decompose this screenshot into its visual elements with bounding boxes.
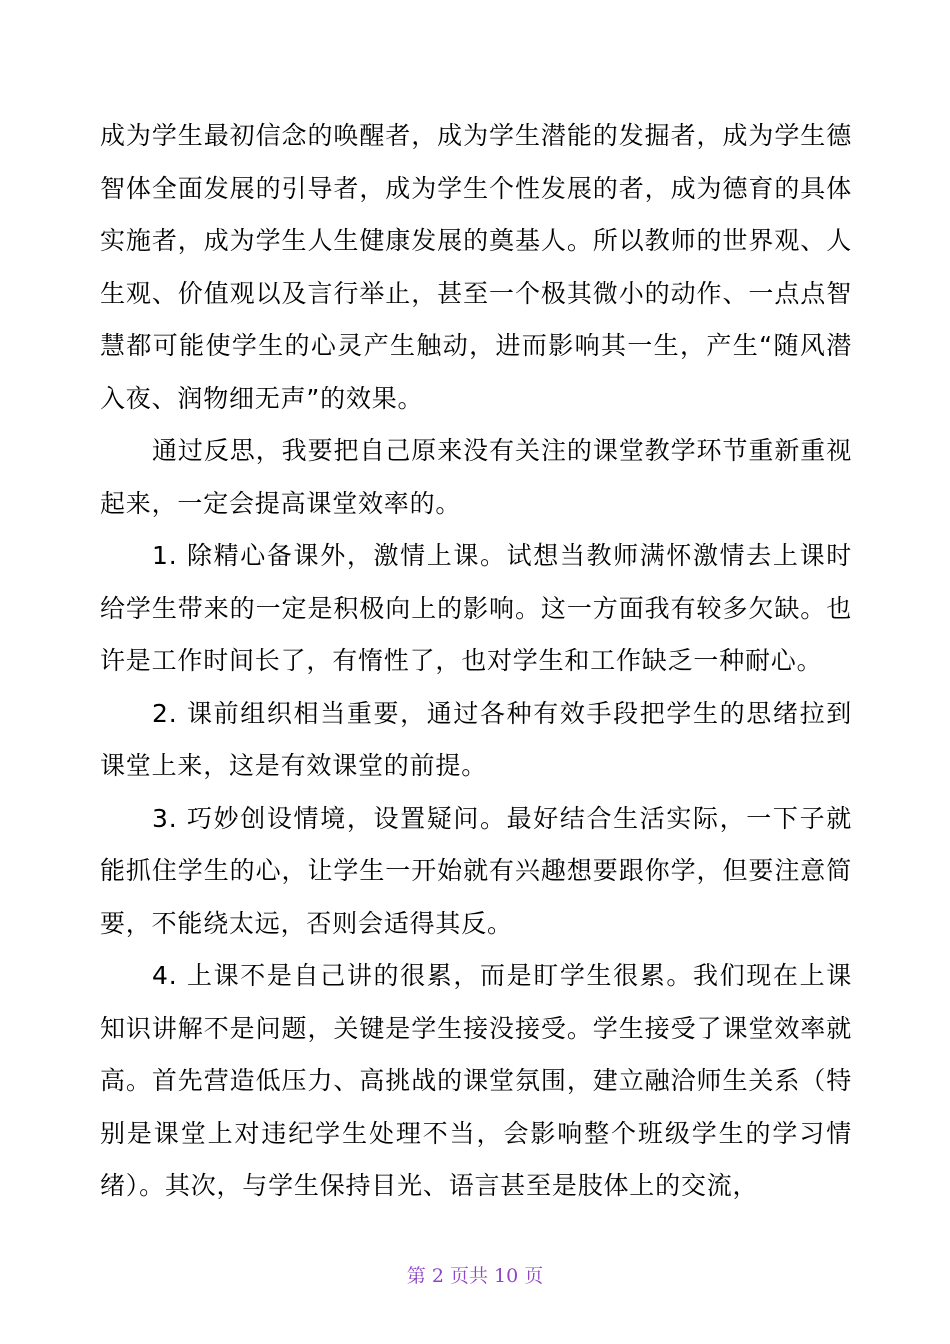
paragraph-4: 2. 课前组织相当重要，通过各种有效手段把学生的思绪拉到课堂上来，这是有效课堂的前提。 xyxy=(100,698,852,780)
paragraph-2: 通过反思，我要把自己原来没有关注的课堂教学环节重新重视起来，一定会提高课堂效率的。 xyxy=(100,436,852,518)
page-number-footer: 第 2 页共 10 页 xyxy=(406,1265,544,1287)
paragraph-3: 1. 除精心备课外，激情上课。试想当教师满怀激情去上课时给学生带来的一定是积极向上的影响。这一方面我有较多欠缺。也许是工作时间长了，有惰性了，也对学生和工作缺乏一种耐心。 xyxy=(100,541,852,675)
paragraph-1: 成为学生最初信念的唤醒者，成为学生潜能的发掘者，成为学生德智体全面发展的引导者，成为学生个性发展的者，成为德育的具体实施者，成为学生人生健康发展的奠基人。所以教师的世界观、人生观、价值观以及言行举止，甚至一个极其微小的动作、一点点智慧都可能使学生的心灵产生触动，进而影响其一生，产生“随风潜入夜、润物细无声”的效果。 xyxy=(100,121,852,413)
paragraph-6: 4. 上课不是自己讲的很累，而是盯学生很累。我们现在上课知识讲解不是问题，关键是学生接没接受。学生接受了课堂效率就高。首先营造低压力、高挑战的课堂氛围，建立融洽师生关系（特别是课堂上对违纪学生处理不当，会影响整个班级学生的学习情绪）。其次，与学生保持目光、语言甚至是肢体上的交流， xyxy=(100,961,852,1200)
document-body xyxy=(100,110,852,1213)
paragraph-5: 3. 巧妙创设情境，设置疑问。最好结合生活实际，一下子就能抓住学生的心，让学生一开始就有兴趣想要跟你学，但要注意简要，不能绕太远，否则会适得其反。 xyxy=(100,803,852,938)
